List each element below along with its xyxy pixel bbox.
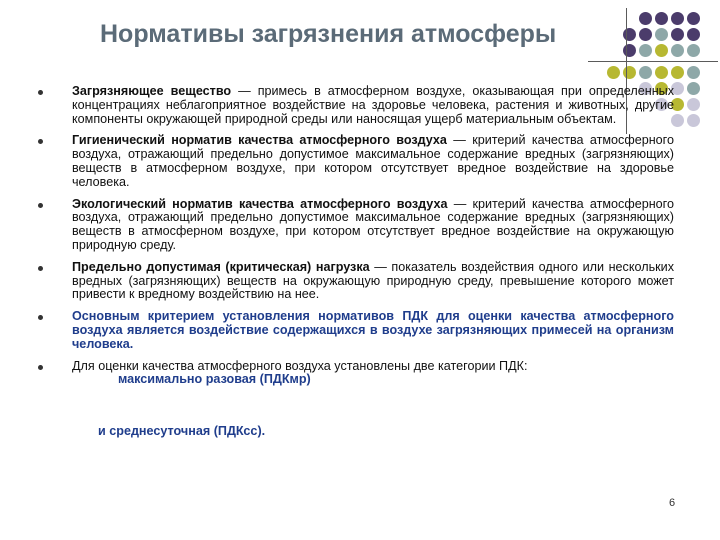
bullet-icon xyxy=(38,315,43,320)
bullet-icon xyxy=(38,139,43,144)
decor-dot xyxy=(639,12,652,25)
decor-dot xyxy=(655,28,668,41)
decor-dot xyxy=(687,82,700,95)
decor-dot xyxy=(687,66,700,79)
decor-dot xyxy=(671,28,684,41)
decor-dot xyxy=(687,114,700,127)
categories-text: Для оценки качества атмосферного воздуха установлены две категории ПДК: xyxy=(72,358,528,373)
list-item xyxy=(38,310,674,351)
definition-text: — критерий качества атмосферного воздуха, отражающий предельно допустимое максимальное содержание вредных (загрязняющих) веществ в атмосферном воздухе, при котором отсутствует вредное воздействие на окружающую природную среду. xyxy=(72,196,674,252)
bullet-icon xyxy=(38,203,43,208)
definition-text: — показатель воздействия одного или нескольких вредных (загрязняющих) веществ на окружающую природную среду, превышение которого может привести к вредному воздействию на нее. xyxy=(72,259,674,302)
decor-dot xyxy=(623,28,636,41)
decor-dot xyxy=(687,98,700,111)
decor-dot xyxy=(639,66,652,79)
decor-dot xyxy=(671,12,684,25)
decor-dot xyxy=(671,44,684,57)
term: Предельно допустимая (критическая) нагрузка xyxy=(72,259,370,274)
list-item xyxy=(38,360,674,388)
definition-text: — критерий качества атмосферного воздуха, отражающий предельно допустимое максимальное содержание вредных (загрязняющих) веществ в атмосферном воздухе, при котором отсутствует вредное воздействие на здоровье человека. xyxy=(72,133,674,189)
list-item xyxy=(38,261,674,302)
decor-dot xyxy=(607,66,620,79)
term: Экологический норматив качества атмосферного воздуха xyxy=(72,196,448,211)
decor-dot xyxy=(687,44,700,57)
decor-dot xyxy=(639,44,652,57)
definition-text: — примесь в атмосферном воздухе, оказывающая при определенных концентрациях неблагоприятное воздействие на здоровье человека, растения и животных, другие компоненты окружающей природной среды или наносящая ущерб материальным объектам. xyxy=(72,84,674,126)
decor-dot xyxy=(655,44,668,57)
decor-dot xyxy=(655,66,668,79)
decor-dot xyxy=(623,66,636,79)
decor-dot xyxy=(639,28,652,41)
page-title: Нормативы загрязнения атмосферы xyxy=(100,20,557,48)
list-item xyxy=(38,85,674,126)
decor-dot xyxy=(623,44,636,57)
list-item xyxy=(38,198,674,253)
decor-dot xyxy=(655,12,668,25)
category-daily-average: и среднесуточная (ПДКсс). xyxy=(98,424,266,438)
decor-dot xyxy=(687,28,700,41)
term: Гигиенический норматив качества атмосферного воздуха xyxy=(72,133,447,148)
decor-dot xyxy=(687,12,700,25)
term: Загрязняющее вещество xyxy=(72,84,232,98)
page-number: 6 xyxy=(669,497,676,509)
category-max-single: максимально разовая (ПДКмр) xyxy=(118,372,311,387)
bullet-icon xyxy=(38,90,43,95)
bullet-icon xyxy=(38,266,43,271)
definition-list xyxy=(38,85,674,387)
decor-horizontal-line xyxy=(588,61,718,62)
bullet-icon xyxy=(38,365,43,370)
decor-dot xyxy=(671,66,684,79)
list-item xyxy=(38,134,674,189)
criterion-text: Основным критерием установления нормативов ПДК для оценки качества атмосферного воздуха является воздействие содержащихся в воздухе загрязняющих примесей на организм человека. xyxy=(72,309,674,351)
